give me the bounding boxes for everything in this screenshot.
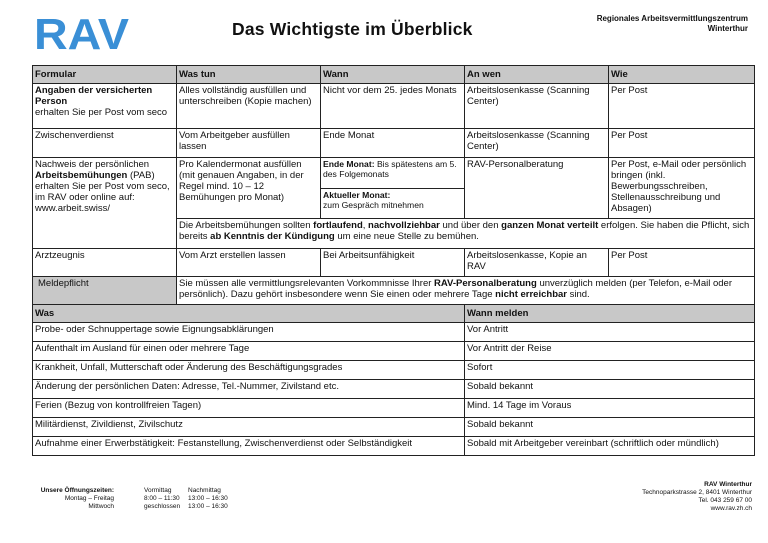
- note-emphasis: ab Kenntnis der Kündigung: [210, 231, 335, 242]
- note-text: Die Arbeitsbemühungen sollten: [179, 220, 311, 231]
- meldepflicht-text: Sie müssen alle vermittlungsrelevanten Vorkommnisse Ihrer: [179, 278, 432, 289]
- note-text: ,: [362, 220, 366, 231]
- cell-an-wen: Arbeitslosenkasse (Scanning Center): [465, 84, 609, 129]
- overview-table: [32, 65, 755, 456]
- meldepflicht-text: sind.: [569, 289, 590, 300]
- cell-pab-note: [177, 219, 755, 249]
- table-header-row: [33, 66, 755, 84]
- event-wann: Sobald mit Arbeitgeber vereinbart (schriftlich oder mündlich): [465, 437, 755, 456]
- event-row: [33, 361, 755, 380]
- col-header-an-wen: An wen: [465, 66, 609, 84]
- weekday-range: Montag – Freitag: [64, 495, 114, 502]
- office-address: Technoparkstrasse 2, 8401 Winterthur: [642, 489, 752, 496]
- cell-formular: Zwischenverdienst: [33, 129, 177, 158]
- cell-wie: Per Post, e-Mail oder persönlich bringen (inkl. Bewerbungsschreiben, Stellenausschreibung und Absagen): [609, 158, 755, 219]
- event-was: Aufnahme einer Erwerbstätigkeit: Festanstellung, Zwischenverdienst oder Selbständigkeit: [33, 437, 465, 456]
- event-wann: Sobald bekannt: [465, 380, 755, 399]
- org-line-1: Regionales Arbeitsvermittlungszentrum: [596, 14, 748, 23]
- cell-wann: [321, 158, 465, 219]
- cell-meldepflicht-label: Meldepflicht: [33, 277, 177, 305]
- event-row: [33, 342, 755, 361]
- rav-logo-text: RAV: [34, 15, 130, 51]
- morning-label: Vormittag: [144, 487, 172, 494]
- event-row: [33, 399, 755, 418]
- event-was: Militärdienst, Zivildienst, Zivilschutz: [33, 418, 465, 437]
- formular-title: Angaben der versicherten Person: [35, 85, 153, 107]
- table-row: [33, 277, 755, 305]
- event-wann: Sobald bekannt: [465, 418, 755, 437]
- afternoon-hours: [188, 487, 228, 511]
- morning-time: 8:00 – 11:30: [144, 495, 180, 502]
- wann-split: [321, 158, 464, 217]
- afternoon-wednesday: 13:00 – 16:30: [188, 503, 228, 510]
- event-was: Ferien (Bezug von kontrollfreien Tagen): [33, 399, 465, 418]
- meldepflicht-text: unverzüglich melden (per Telefon, e-Mail oder persönlich). Dazu gehört insbesondere wenn Sie einen oder mehrere Tage: [179, 278, 733, 300]
- event-was: Änderung der persönlichen Daten: Adresse, Tel.-Nummer, Zivilstand etc.: [33, 380, 465, 399]
- col-header-wie: Wie: [609, 66, 755, 84]
- note-text: und über den: [442, 220, 499, 231]
- col-header-formular: Formular: [33, 66, 177, 84]
- col-header-was-tun: Was tun: [177, 66, 321, 84]
- opening-hours-title: Unsere Öffnungszeiten:: [40, 487, 114, 494]
- table-row: [33, 249, 755, 277]
- wann-text: zum Gespräch mitnehmen: [323, 199, 424, 210]
- event-wann: Sofort: [465, 361, 755, 380]
- cell-wie: Per Post: [609, 129, 755, 158]
- meldepflicht-emphasis: RAV-Personalberatung: [434, 278, 537, 289]
- table-row: [33, 158, 755, 219]
- events-header-wann: Wann melden: [465, 305, 755, 323]
- wann-text: Bis spätestens am 5. des Folgemonats: [323, 159, 457, 179]
- cell-wie: Per Post: [609, 249, 755, 277]
- cell-was-tun: Vom Arbeitgeber ausfüllen lassen: [177, 129, 321, 158]
- cell-an-wen: Arbeitslosenkasse (Scanning Center): [465, 129, 609, 158]
- rav-logo: [33, 15, 131, 51]
- formular-note: erhalten Sie per Post vom seco: [35, 107, 168, 118]
- cell-wann: Bei Arbeitsunfähigkeit: [321, 249, 465, 277]
- cell-an-wen: RAV-Personalberatung: [465, 158, 609, 219]
- formular-note: (PAB) erhalten Sie per Post vom seco, im RAV oder online auf: www.arbeit.swiss/: [35, 170, 170, 214]
- event-row: [33, 380, 755, 399]
- meldepflicht-emphasis: nicht erreichbar: [495, 289, 567, 300]
- table-row: [33, 84, 755, 129]
- cell-was-tun: Alles vollständig ausfüllen und unterschreiben (Kopie machen): [177, 84, 321, 129]
- table-row: [33, 129, 755, 158]
- note-text: um eine neue Stelle zu bemühen.: [337, 231, 479, 242]
- event-was: Probe- oder Schnuppertage sowie Eignungsabklärungen: [33, 323, 465, 342]
- event-wann: Vor Antritt: [465, 323, 755, 342]
- cell-formular: [33, 158, 177, 249]
- cell-formular: [33, 84, 177, 129]
- note-emphasis: fortlaufend: [313, 220, 363, 231]
- cell-an-wen: Arbeitslosenkasse, Kopie an RAV: [465, 249, 609, 277]
- col-header-wann: Wann: [321, 66, 465, 84]
- event-row: [33, 418, 755, 437]
- note-text: erfolgen. Sie haben die Pflicht, sich bereits: [179, 220, 750, 242]
- morning-wednesday: geschlossen: [144, 503, 181, 510]
- office-website[interactable]: www.rav.zh.ch: [710, 505, 752, 512]
- cell-formular: Arztzeugnis: [33, 249, 177, 277]
- events-header-row: [33, 305, 755, 323]
- event-wann: Vor Antritt der Reise: [465, 342, 755, 361]
- opening-hours-labels: [32, 487, 114, 511]
- cell-was-tun: Pro Kalendermonat ausfüllen (mit genauen Angaben, in der Regel mind. 10 – 12 Bemühungen pro Monat): [177, 158, 321, 219]
- org-line-2: Winterthur: [707, 24, 748, 33]
- afternoon-time: 13:00 – 16:30: [188, 495, 228, 502]
- cell-wann: Nicht vor dem 25. jedes Monats: [321, 84, 465, 129]
- office-phone: Tel. 043 259 67 00: [698, 497, 752, 504]
- cell-wann: Ende Monat: [321, 129, 465, 158]
- wann-label: Aktueller Monat:: [323, 189, 391, 200]
- cell-wie: Per Post: [609, 84, 755, 129]
- event-row: [33, 437, 755, 456]
- morning-hours: [144, 487, 180, 511]
- cell-was-tun: Vom Arzt erstellen lassen: [177, 249, 321, 277]
- office-contact: [642, 481, 752, 513]
- cell-meldepflicht-text: [177, 277, 755, 305]
- formular-title: Arbeitsbemühungen: [35, 170, 128, 181]
- event-row: [33, 323, 755, 342]
- weekday-wednesday: Mittwoch: [88, 503, 114, 510]
- event-wann: Mind. 14 Tage im Voraus: [465, 399, 755, 418]
- page-title: Das Wichtigste im Überblick: [232, 19, 473, 39]
- office-name: RAV Winterthur: [704, 481, 752, 488]
- formular-pre: Nachweis der persönlichen: [35, 159, 150, 170]
- note-emphasis: nachvollziehbar: [368, 220, 440, 231]
- events-header-was: Was: [33, 305, 465, 323]
- wann-label: Ende Monat:: [323, 159, 375, 169]
- note-emphasis: ganzen Monat verteilt: [501, 220, 599, 231]
- afternoon-label: Nachmittag: [188, 487, 221, 494]
- organization-name: [597, 14, 748, 34]
- event-was: Aufenthalt im Ausland für einen oder mehrere Tage: [33, 342, 465, 361]
- event-was: Krankheit, Unfall, Mutterschaft oder Änderung des Beschäftigungsgrades: [33, 361, 465, 380]
